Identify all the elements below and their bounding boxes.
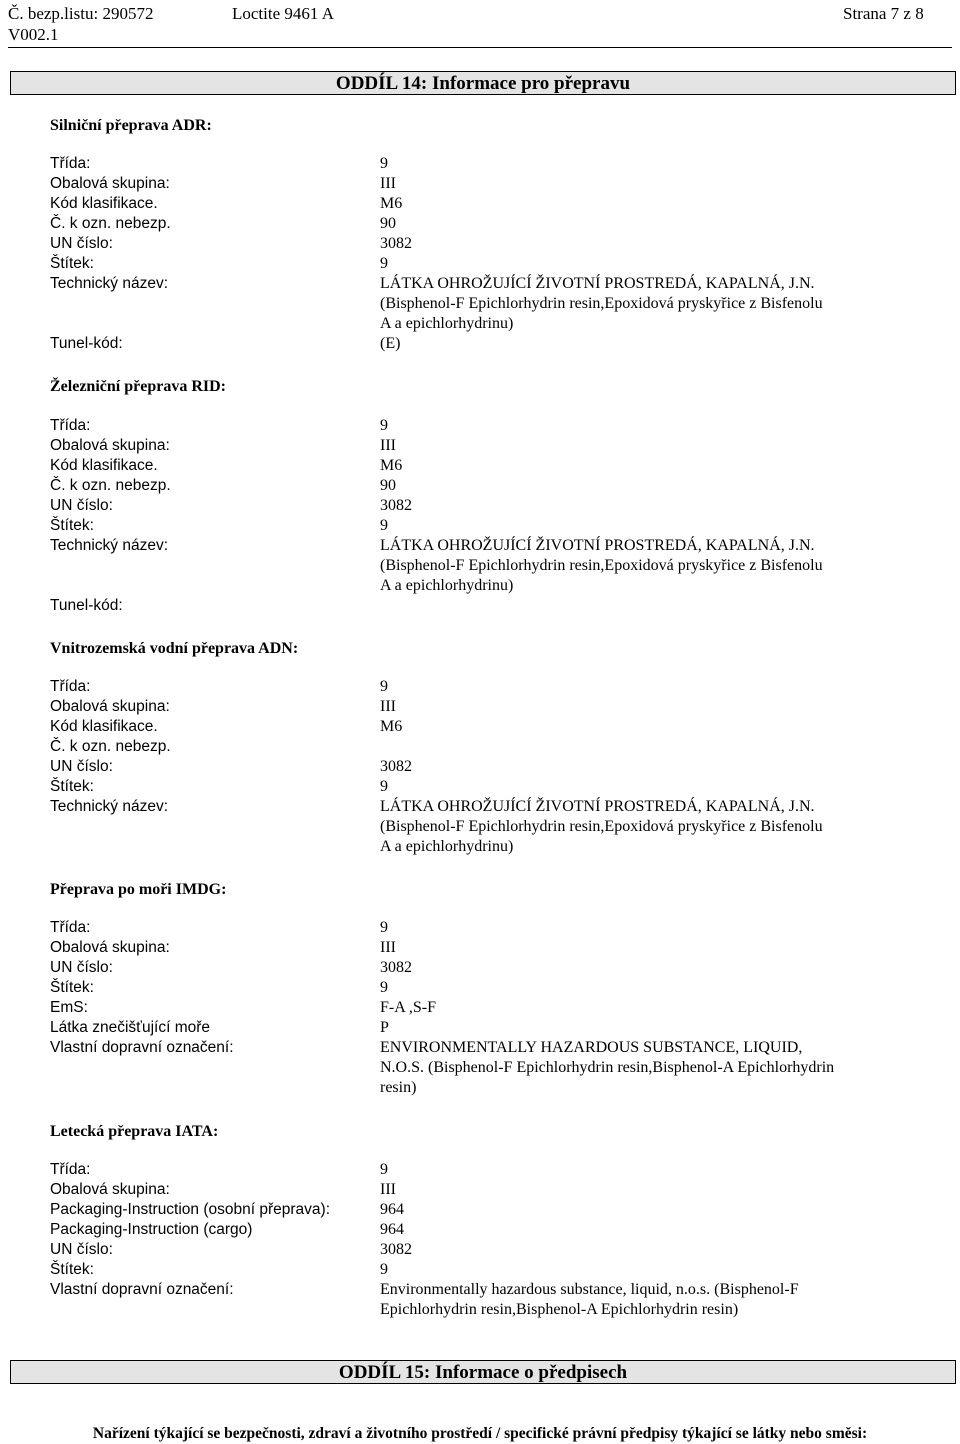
imdg-row: resin) [380, 1079, 417, 1096]
rid-row: (Bisphenol-F Epichlorhydrin resin,Epoxidová pryskyřice z Bisfenolu [380, 557, 823, 574]
iata-row: Třída: 9 [50, 1161, 388, 1178]
imdg-row: Obalová skupina: III [50, 939, 396, 956]
rid-row: Třída: 9 [50, 417, 388, 434]
section-15-title: ODDÍL 15: Informace o předpisech [10, 1360, 956, 1384]
adn-row: Č. k ozn. nebezp. [50, 738, 171, 755]
adn-row: Kód klasifikace. M6 [50, 718, 403, 735]
imdg-row: Třída: 9 [50, 919, 388, 936]
adr-row: UN číslo: 3082 [50, 235, 412, 252]
imdg-row: N.O.S. (Bisphenol-F Epichlorhydrin resin,Bisphenol-A Epichlorhydrin [380, 1059, 835, 1076]
adn-row: Třída: 9 [50, 678, 388, 695]
adr-row: Třída: 9 [50, 155, 388, 172]
section-14-title: ODDÍL 14: Informace pro přepravu [10, 71, 956, 95]
adn-row: (Bisphenol-F Epichlorhydrin resin,Epoxidová pryskyřice z Bisfenolu [380, 818, 823, 835]
rid-row: Č. k ozn. nebezp. 90 [50, 477, 396, 494]
adn-row: UN číslo: 3082 [50, 758, 412, 775]
imdg-row: Látka znečišťující moře P [50, 1019, 389, 1036]
adn-row: Obalová skupina: III [50, 698, 396, 715]
adn-title: Vnitrozemská vodní přeprava ADN: [50, 640, 299, 657]
adr-row: Tunel-kód: (E) [50, 335, 401, 352]
adn-row: Technický název: LÁTKA OHROŽUJÍCÍ ŽIVOTNÍ PROSTREDÁ, KAPALNÁ, J.N. [50, 798, 815, 815]
iata-row: Štítek: 9 [50, 1261, 388, 1278]
rid-row: A a epichlorhydrinu) [380, 577, 514, 594]
header-divider [8, 47, 952, 48]
imdg-row: EmS: F-A ,S-F [50, 999, 437, 1016]
imdg-title: Přeprava po moři IMDG: [50, 881, 227, 898]
iata-row: Packaging-Instruction (cargo) 964 [50, 1221, 404, 1238]
adr-row: (Bisphenol-F Epichlorhydrin resin,Epoxidová pryskyřice z Bisfenolu [380, 295, 823, 312]
iata-row: Epichlorhydrin resin,Bisphenol-A Epichlorhydrin resin) [380, 1301, 739, 1318]
safety-sheet-number: Č. bezp.listu: 290572 [8, 4, 154, 23]
iata-title: Letecká přeprava IATA: [50, 1123, 219, 1140]
rid-row: UN číslo: 3082 [50, 497, 412, 514]
page-number: Strana 7 z 8 [843, 4, 924, 23]
iata-row: Packaging-Instruction (osobní přeprava): 964 [50, 1201, 404, 1218]
adn-row: A a epichlorhydrinu) [380, 838, 514, 855]
rid-row: Tunel-kód: [50, 597, 123, 614]
adr-row: Technický název: LÁTKA OHROŽUJÍCÍ ŽIVOTNÍ PROSTREDÁ, KAPALNÁ, J.N. [50, 275, 815, 292]
iata-row: Vlastní dopravní označení: Environmentally hazardous substance, liquid, n.o.s. (Bisphenol-F [50, 1281, 799, 1298]
imdg-row: Štítek: 9 [50, 979, 388, 996]
adr-row: Štítek: 9 [50, 255, 388, 272]
rid-title: Železniční přeprava RID: [50, 378, 226, 395]
imdg-row: Vlastní dopravní označení: ENVIRONMENTALLY HAZARDOUS SUBSTANCE, LIQUID, [50, 1039, 803, 1056]
product-name: Loctite 9461 A [232, 4, 334, 23]
adr-title: Silniční přeprava ADR: [50, 117, 212, 134]
imdg-row: UN číslo: 3082 [50, 959, 412, 976]
regulations-intro: Nařízení týkající se bezpečnosti, zdraví a životního prostředí / specifické právní předpisy týkající se látky nebo směsi: [92, 1425, 868, 1442]
iata-row: UN číslo: 3082 [50, 1241, 412, 1258]
rid-row: Kód klasifikace. M6 [50, 457, 403, 474]
iata-row: Obalová skupina: III [50, 1181, 396, 1198]
adr-row: A a epichlorhydrinu) [380, 315, 514, 332]
adr-row: Obalová skupina: III [50, 175, 396, 192]
rid-row: Obalová skupina: III [50, 437, 396, 454]
adr-row: Kód klasifikace. M6 [50, 195, 403, 212]
rid-row: Technický název: LÁTKA OHROŽUJÍCÍ ŽIVOTNÍ PROSTREDÁ, KAPALNÁ, J.N. [50, 537, 815, 554]
adr-row: Č. k ozn. nebezp. 90 [50, 215, 396, 232]
version: V002.1 [8, 25, 59, 44]
rid-row: Štítek: 9 [50, 517, 388, 534]
adn-row: Štítek: 9 [50, 778, 388, 795]
